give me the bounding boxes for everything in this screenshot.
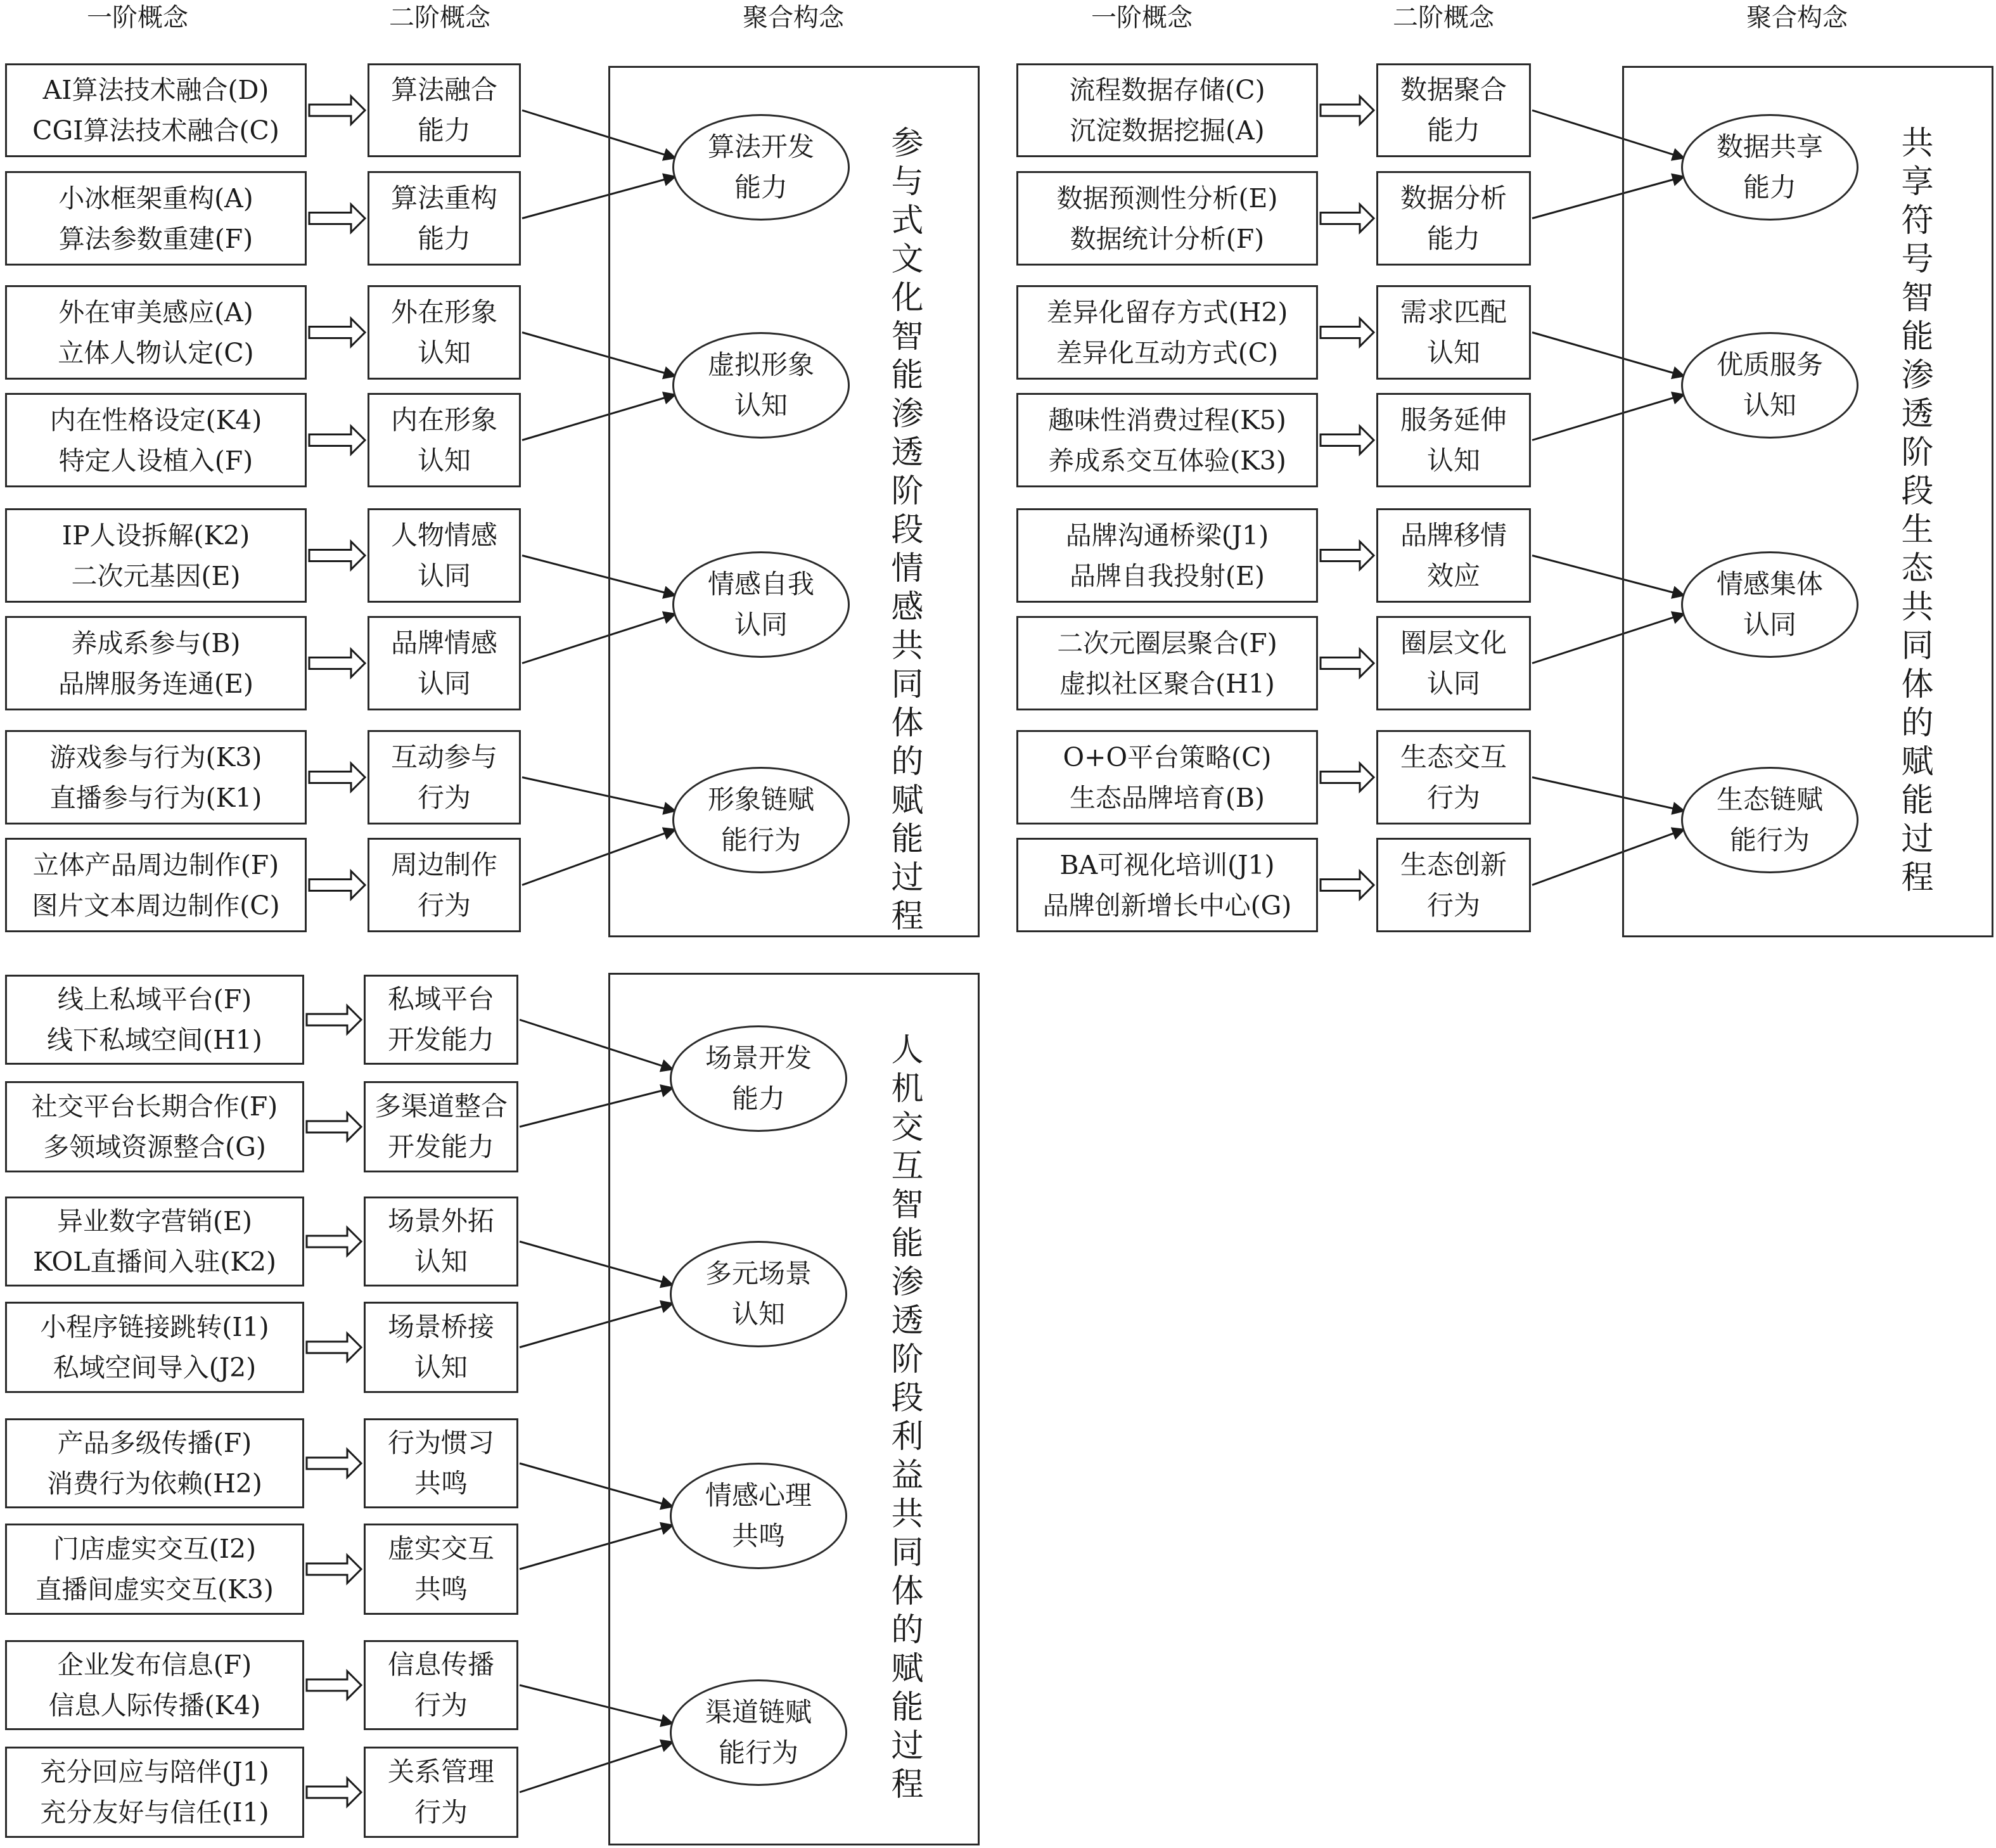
concept-text-line: 多领域资源整合(G) [43, 1132, 266, 1162]
header-second-order: 二阶概念 [1393, 3, 1494, 32]
concept-text-line: 门店虚实交互(I2) [53, 1534, 257, 1564]
first-order-concept-box [5, 1747, 304, 1838]
concept-text-line: 数据统计分析(F) [1070, 223, 1265, 254]
aggregate-construct-oval [670, 1241, 847, 1347]
header-first-order: 一阶概念 [87, 3, 188, 32]
concept-text-line: 充分友好与信任(I1) [40, 1797, 269, 1828]
concept-text-line: 二次元圈层聚合(F) [1057, 627, 1277, 658]
hollow-arrow [307, 1228, 361, 1255]
concept-text-line: 数据预测性分析(E) [1056, 183, 1278, 214]
aggregate-construct-oval [672, 332, 850, 439]
concept-text-line: 特定人设植入(F) [58, 445, 253, 476]
hollow-arrow [309, 764, 365, 792]
second-order-concept-box [368, 616, 521, 710]
concept-text-line: 行为 [1426, 781, 1480, 813]
aggregate-label-line: 认知 [731, 1299, 785, 1330]
concept-text-line: 品牌服务连通(E) [58, 668, 253, 699]
panel-title: 共享符号智能渗透阶段生态共同体的赋能过程 [1901, 125, 1934, 897]
first-order-concept-box [5, 838, 307, 932]
hollow-arrow [307, 1778, 361, 1806]
hollow-arrow [1321, 319, 1374, 347]
hollow-arrow [307, 1333, 361, 1361]
second-order-concept-box [364, 1302, 518, 1393]
first-order-concept-box [5, 616, 307, 710]
first-order-concept-box [1016, 508, 1318, 603]
concept-text-line: AI算法技术融合(D) [42, 75, 269, 105]
concept-text-line: 开发能力 [387, 1131, 494, 1162]
aggregate-construct-oval [1681, 767, 1858, 873]
first-order-concept-box [5, 171, 307, 266]
concept-text-line: 能力 [1426, 222, 1480, 254]
aggregate-label-line: 渠道链赋 [705, 1697, 812, 1728]
concept-text-line: 能力 [1426, 115, 1480, 146]
concept-text-line: 能力 [417, 115, 471, 146]
hollow-arrow [309, 650, 365, 677]
first-order-concept-box [5, 508, 307, 603]
concept-text-line: 私域空间导入(J2) [53, 1352, 257, 1383]
concept-text-line: 沉淀数据挖掘(A) [1070, 115, 1265, 146]
concept-text-line: 生态创新 [1400, 849, 1507, 880]
concept-text-line: 线上私域平台(F) [57, 984, 252, 1015]
hollow-arrow [309, 871, 365, 899]
aggregate-label-line: 认知 [1743, 390, 1796, 421]
second-order-concept-box [368, 393, 521, 487]
header-aggregate: 聚合构念 [1746, 3, 1848, 32]
second-order-concept-box [364, 1747, 518, 1838]
second-order-concept-box [364, 1524, 518, 1615]
concept-text-line: 趣味性消费过程(K5) [1048, 404, 1286, 435]
first-order-concept-box [1016, 393, 1318, 487]
concept-text-line: 算法融合 [390, 74, 497, 105]
concept-text-line: 认同 [417, 667, 471, 699]
concept-text-line: 小程序链接跳转(I1) [40, 1312, 269, 1342]
concept-text-line: IP人设拆解(K2) [61, 520, 250, 551]
first-order-concept-box [5, 1524, 304, 1615]
concept-text-line: 虚实交互 [387, 1533, 494, 1564]
aggregate-construct-oval [670, 1679, 847, 1786]
second-order-concept-box [368, 838, 521, 932]
second-order-concept-box [364, 1640, 518, 1730]
concept-text-line: 数据分析 [1400, 182, 1507, 214]
concept-text-line: 行为惯习 [387, 1427, 494, 1458]
hollow-arrow [1321, 427, 1374, 454]
first-order-concept-box [1016, 730, 1318, 825]
concept-text-line: 立体产品周边制作(F) [32, 849, 279, 880]
concept-text-line: 行为 [417, 781, 471, 813]
panel-title: 参与式文化智能渗透阶段情感共同体的赋能过程 [891, 125, 924, 935]
hollow-arrow [309, 427, 365, 454]
concept-text-line: 线下私域空间(H1) [47, 1025, 262, 1055]
first-order-concept-box [1016, 285, 1318, 380]
concept-text-line: 认同 [417, 560, 471, 591]
hollow-arrow [307, 1006, 361, 1034]
first-order-concept-box [5, 1640, 304, 1730]
first-order-concept-box [5, 730, 307, 825]
aggregate-label-line: 认同 [734, 609, 788, 640]
concept-text-line: 认同 [1426, 667, 1480, 699]
first-order-concept-box [5, 285, 307, 380]
aggregate-construct-oval [1681, 332, 1858, 439]
concept-text-line: 内在性格设定(K4) [49, 404, 262, 435]
first-order-concept-box [1016, 63, 1318, 157]
concept-text-line: CGI算法技术融合(C) [32, 115, 279, 146]
hollow-arrow [307, 1449, 361, 1477]
aggregate-label-line: 数据共享 [1716, 131, 1823, 162]
concept-text-line: 算法重构 [390, 182, 497, 214]
aggregate-label-line: 能行为 [718, 1737, 798, 1768]
concept-text-line: 服务延伸 [1400, 404, 1507, 435]
concept-text-line: 场景桥接 [387, 1311, 494, 1342]
aggregate-label-line: 能力 [731, 1083, 785, 1114]
aggregate-construct-oval [672, 114, 850, 221]
concept-text-line: 共鸣 [414, 1468, 468, 1499]
panel-title: 人机交互智能渗透阶段利益共同体的赋能过程 [891, 1032, 924, 1804]
concept-text-line: 周边制作 [390, 849, 497, 880]
aggregate-label-line: 情感集体 [1716, 568, 1823, 600]
aggregate-label-line: 能力 [734, 172, 788, 203]
aggregate-label-line: 能力 [1743, 172, 1796, 203]
header-second-order: 二阶概念 [389, 3, 490, 32]
second-order-concept-box [1376, 63, 1531, 157]
concept-text-line: 认知 [417, 337, 471, 368]
header-aggregate: 聚合构念 [743, 3, 844, 32]
concept-text-line: 直播间虚实交互(K3) [35, 1574, 274, 1605]
concept-text-line: 行为 [414, 1797, 468, 1828]
second-order-concept-box [1376, 393, 1531, 487]
concept-text-line: 品牌创新增长中心(G) [1042, 890, 1292, 921]
second-order-concept-box [1376, 616, 1531, 710]
aggregate-label-line: 情感心理 [705, 1480, 812, 1511]
aggregate-construct-oval [670, 1025, 847, 1132]
second-order-concept-box [364, 1197, 518, 1287]
aggregate-construct-oval [672, 767, 850, 873]
second-order-concept-box [368, 63, 521, 157]
hollow-arrow [307, 1671, 361, 1699]
concept-text-line: 数据聚合 [1400, 74, 1507, 105]
aggregate-label-line: 形象链赋 [707, 784, 814, 815]
concept-text-line: 游戏参与行为(K3) [49, 741, 262, 773]
concept-text-line: 充分回应与陪伴(J1) [40, 1757, 269, 1787]
concept-text-line: 私域平台 [387, 984, 494, 1015]
concept-text-line: BA可视化培训(J1) [1059, 849, 1275, 880]
concept-text-line: 信息人际传播(K4) [48, 1690, 261, 1721]
concept-text-line: 多渠道整合 [374, 1091, 508, 1122]
first-order-concept-box [5, 393, 307, 487]
concept-text-line: 关系管理 [387, 1756, 494, 1787]
aggregate-construct-oval [1681, 551, 1858, 658]
concept-text-line: 养成系交互体验(K3) [1048, 445, 1286, 476]
concept-text-line: 内在形象 [390, 404, 497, 435]
first-order-concept-box [5, 1197, 304, 1287]
second-order-concept-box [364, 1418, 518, 1508]
aggregate-construct-oval [1681, 114, 1858, 221]
aggregate-label-line: 情感自我 [707, 568, 814, 600]
aggregate-construct-oval [672, 551, 850, 658]
concept-text-line: 产品多级传播(F) [57, 1428, 252, 1458]
hollow-arrow [1321, 871, 1374, 899]
hollow-arrow [307, 1555, 361, 1583]
concept-text-line: 生态品牌培育(B) [1069, 782, 1265, 813]
concept-text-line: 圈层文化 [1400, 627, 1507, 658]
hollow-arrow [1321, 650, 1374, 677]
concept-text-line: 品牌沟通桥梁(J1) [1065, 520, 1269, 551]
first-order-concept-box [5, 1081, 304, 1172]
concept-text-line: 算法参数重建(F) [58, 223, 253, 254]
concept-text-line: 行为 [1426, 889, 1480, 921]
concept-text-line: 直播参与行为(K1) [49, 782, 262, 813]
aggregate-label-line: 生态链赋 [1716, 784, 1823, 815]
concept-text-line: 开发能力 [387, 1024, 494, 1055]
first-order-concept-box [5, 975, 304, 1065]
aggregate-label-line: 共鸣 [731, 1520, 785, 1551]
concept-text-line: 二次元基因(E) [71, 560, 241, 591]
concept-text-line: 虚拟社区聚合(H1) [1059, 668, 1275, 699]
concept-text-line: 认知 [1426, 337, 1480, 368]
concept-text-line: 认知 [1426, 444, 1480, 476]
header-first-order: 一阶概念 [1091, 3, 1193, 32]
concept-text-line: 异业数字营销(E) [57, 1206, 252, 1236]
aggregate-label-line: 算法开发 [707, 131, 814, 162]
aggregate-label-line: 优质服务 [1716, 349, 1823, 380]
concept-text-line: 品牌自我投射(E) [1070, 560, 1265, 591]
concept-text-line: 品牌移情 [1400, 519, 1507, 551]
second-order-concept-box [368, 730, 521, 825]
concept-text-line: 信息传播 [387, 1649, 494, 1680]
hollow-arrow [309, 96, 365, 124]
aggregate-label-line: 认同 [1743, 609, 1796, 640]
concept-text-line: 企业发布信息(F) [57, 1650, 252, 1680]
second-order-concept-box [1376, 730, 1531, 825]
concept-text-line: 养成系参与(B) [71, 627, 241, 658]
first-order-concept-box [1016, 838, 1318, 932]
concept-text-line: 能力 [417, 222, 471, 254]
second-order-concept-box [368, 171, 521, 266]
concept-text-line: 图片文本周边制作(C) [32, 890, 280, 921]
hollow-arrow [307, 1113, 361, 1141]
concept-text-line: 立体人物认定(C) [58, 337, 254, 368]
aggregate-label-line: 能行为 [1729, 825, 1810, 856]
concept-text-line: 场景外拓 [387, 1205, 494, 1236]
concept-text-line: 行为 [417, 889, 471, 921]
concept-text-line: 互动参与 [390, 741, 497, 773]
second-order-concept-box [1376, 171, 1531, 266]
hollow-arrow [309, 542, 365, 570]
concept-text-line: 差异化留存方式(H2) [1046, 297, 1288, 328]
second-order-concept-box [364, 1081, 518, 1172]
concept-text-line: 消费行为依赖(H2) [47, 1468, 262, 1499]
concept-text-line: 需求匹配 [1400, 296, 1507, 328]
concept-text-line: 生态交互 [1400, 741, 1507, 773]
second-order-concept-box [364, 975, 518, 1065]
aggregate-label-line: 多元场景 [705, 1258, 812, 1289]
concept-text-line: 人物情感 [390, 519, 497, 551]
aggregate-label-line: 能行为 [720, 825, 801, 856]
concept-text-line: 差异化互动方式(C) [1056, 337, 1279, 368]
concept-text-line: 品牌情感 [390, 627, 497, 658]
concept-text-line: O+O平台策略(C) [1063, 741, 1272, 773]
aggregate-label-line: 场景开发 [705, 1043, 812, 1074]
second-order-concept-box [368, 285, 521, 380]
concept-text-line: 认知 [414, 1246, 468, 1277]
hollow-arrow [309, 319, 365, 347]
hollow-arrow [1321, 764, 1374, 792]
hollow-arrow [1321, 96, 1374, 124]
concept-text-line: 社交平台长期合作(F) [31, 1091, 278, 1122]
concept-text-line: 外在审美感应(A) [58, 297, 253, 328]
aggregate-construct-oval [670, 1463, 847, 1569]
concept-text-line: 认知 [417, 444, 471, 476]
hollow-arrow [1321, 205, 1374, 233]
second-order-concept-box [1376, 838, 1531, 932]
hollow-arrow [1321, 542, 1374, 570]
first-order-concept-box [5, 63, 307, 157]
second-order-concept-box [1376, 508, 1531, 603]
first-order-concept-box [1016, 616, 1318, 710]
second-order-concept-box [368, 508, 521, 603]
concept-text-line: 行为 [414, 1690, 468, 1721]
first-order-concept-box [1016, 171, 1318, 266]
first-order-concept-box [5, 1302, 304, 1393]
concept-text-line: 效应 [1426, 560, 1480, 591]
concept-text-line: 共鸣 [414, 1574, 468, 1605]
aggregate-label-line: 认知 [734, 390, 788, 421]
hollow-arrow [309, 205, 365, 233]
concept-text-line: KOL直播间入驻(K2) [32, 1247, 277, 1277]
second-order-concept-box [1376, 285, 1531, 380]
concept-text-line: 小冰框架重构(A) [58, 183, 253, 214]
concept-text-line: 外在形象 [390, 296, 497, 328]
aggregate-label-line: 虚拟形象 [707, 349, 814, 380]
concept-text-line: 认知 [414, 1352, 468, 1383]
first-order-concept-box [5, 1418, 304, 1508]
concept-text-line: 流程数据存储(C) [1069, 75, 1265, 105]
